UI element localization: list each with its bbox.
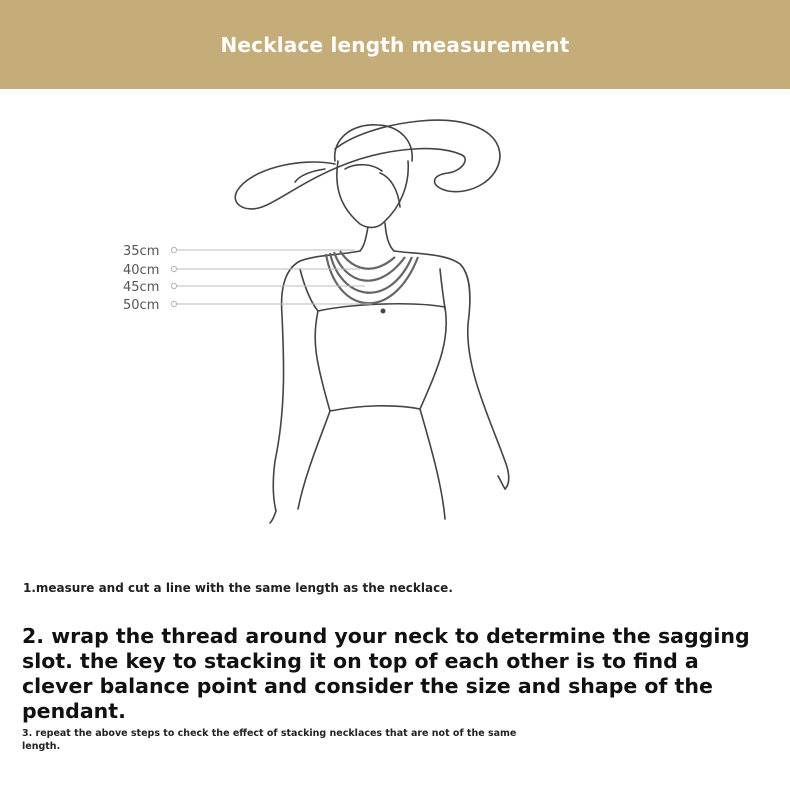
page-title: Necklace length measurement [220, 32, 570, 57]
guide-lines [174, 250, 372, 304]
left-armpit [300, 269, 318, 311]
right-armpit [440, 269, 445, 309]
neck-right [385, 223, 394, 251]
size-label-35cm: 35cm [123, 244, 160, 259]
marker-50cm-icon [171, 301, 176, 306]
step-2-text: 2. wrap the thread around your neck to determine the sagging slot. the key to stacking it on top of each other is to find a clever balance point and consider the size and shape of the pendant. [22, 624, 750, 723]
pendant-icon [381, 309, 386, 314]
size-label-40cm: 40cm [123, 263, 160, 278]
hair-right [380, 173, 400, 207]
right-hand [498, 476, 505, 489]
skirt-right [420, 409, 445, 519]
bodice-right [420, 307, 446, 409]
header-banner [0, 0, 790, 89]
hair-line [345, 165, 382, 171]
size-label-50cm: 50cm [123, 298, 160, 313]
step-3-text: 3. repeat the above steps to check the effect of stacking necklaces that are not of the same length. [22, 728, 517, 752]
marker-35cm-icon [171, 247, 176, 252]
left-hand [270, 511, 276, 523]
neck-left [360, 227, 368, 251]
size-label-45cm: 45cm [123, 280, 160, 295]
woman-hat-illustration [0, 89, 790, 549]
waistline [330, 406, 420, 411]
necklaces [326, 251, 418, 303]
skirt-left [298, 411, 330, 509]
guide-markers [171, 247, 176, 306]
marker-40cm-icon [171, 266, 176, 271]
bodice-left [315, 311, 330, 411]
right-arm [394, 251, 509, 489]
woman-figure-icon [235, 120, 509, 523]
step-1-text: 1.measure and cut a line with the same length as the necklace. [23, 581, 453, 595]
necklace-length-illustration [0, 89, 790, 549]
necklace-50cm [326, 254, 418, 303]
marker-45cm-icon [171, 283, 176, 288]
left-arm [273, 251, 360, 511]
